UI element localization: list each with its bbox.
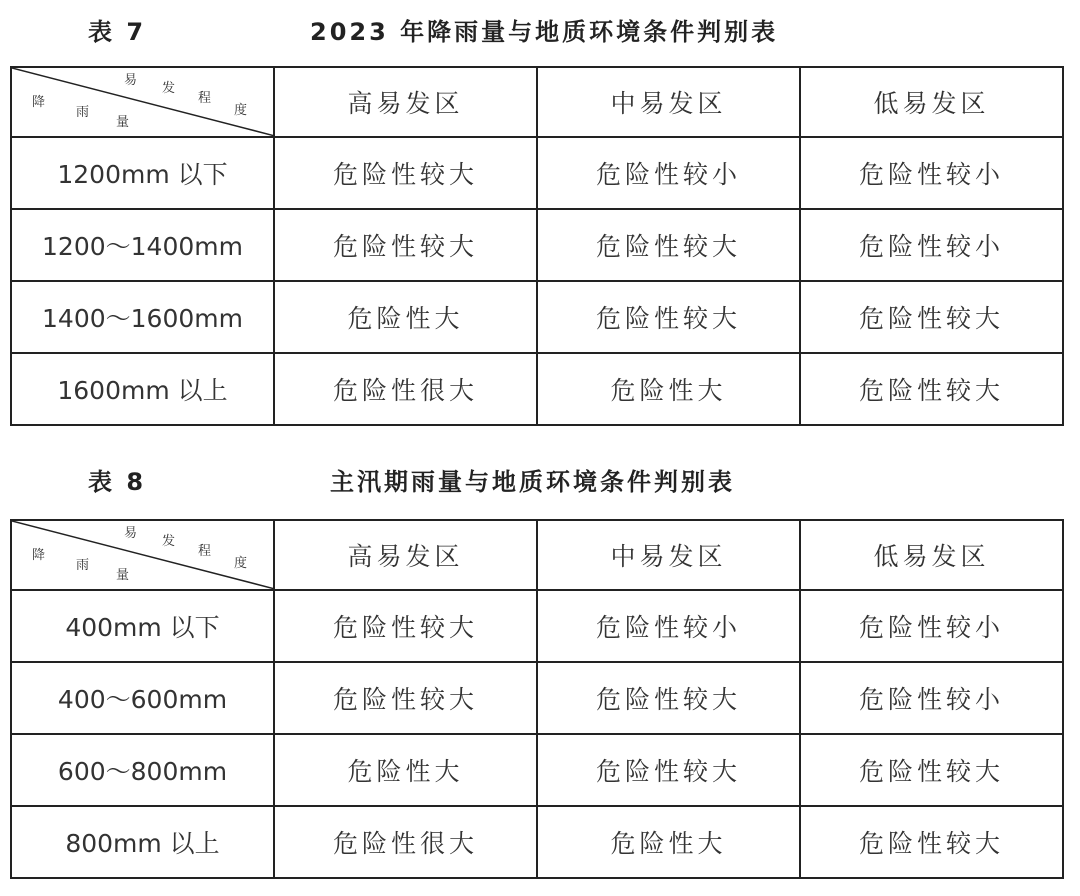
table-row <box>11 662 1063 734</box>
table-title: 主汛期雨量与地质环境条件判别表 <box>330 468 735 496</box>
table-cell: 危险性较大 <box>800 734 1063 806</box>
table-row <box>11 209 1063 281</box>
table-cell: 危险性较大 <box>537 281 800 353</box>
corner-col-char: 程 <box>198 91 212 106</box>
corner-row-char: 降 <box>32 95 46 110</box>
table-cell: 危险性较大 <box>537 662 800 734</box>
row-label: 1400～1600mm <box>11 281 274 353</box>
table-cell: 危险性较大 <box>800 806 1063 878</box>
table-7-caption <box>0 12 1080 52</box>
row-label: 1600mm 以上 <box>11 353 274 425</box>
table-cell: 危险性较小 <box>537 590 800 662</box>
table-cell: 危险性较大 <box>274 137 537 209</box>
corner-col-char: 易 <box>124 73 138 88</box>
column-header: 中易发区 <box>537 520 800 590</box>
corner-row-char: 量 <box>116 115 130 130</box>
table-cell: 危险性较小 <box>800 209 1063 281</box>
table-cell: 危险性较大 <box>800 281 1063 353</box>
table-cell: 危险性较大 <box>537 209 800 281</box>
corner-col-char: 度 <box>234 103 248 118</box>
table-cell: 危险性大 <box>537 353 800 425</box>
column-header: 高易发区 <box>274 520 537 590</box>
column-header: 低易发区 <box>800 67 1063 137</box>
row-label: 1200mm 以下 <box>11 137 274 209</box>
corner-col-char: 发 <box>162 534 176 549</box>
row-label: 1200～1400mm <box>11 209 274 281</box>
table-row <box>11 590 1063 662</box>
corner-col-char: 发 <box>162 81 176 96</box>
diagonal-line <box>12 521 274 589</box>
table-cell: 危险性很大 <box>274 353 537 425</box>
table-7 <box>10 66 1064 426</box>
row-label: 800mm 以上 <box>11 806 274 878</box>
corner-col-char: 程 <box>198 544 212 559</box>
table-number: 表 7 <box>88 18 147 46</box>
table-cell: 危险性较大 <box>274 662 537 734</box>
corner-row-char: 雨 <box>76 105 90 120</box>
column-header: 低易发区 <box>800 520 1063 590</box>
table-8-caption <box>0 462 1080 502</box>
header-row <box>11 67 1063 137</box>
table-8 <box>10 519 1064 879</box>
corner-col-char: 易 <box>124 526 138 541</box>
table-cell: 危险性较小 <box>800 137 1063 209</box>
table-cell: 危险性大 <box>274 734 537 806</box>
column-header: 中易发区 <box>537 67 800 137</box>
table-cell: 危险性较小 <box>537 137 800 209</box>
table-title: 2023 年降雨量与地质环境条件判别表 <box>310 18 779 46</box>
corner-col-char: 度 <box>234 556 248 571</box>
table-cell: 危险性较大 <box>800 353 1063 425</box>
diagonal-header-cell <box>11 67 274 137</box>
header-row <box>11 520 1063 590</box>
table-row <box>11 734 1063 806</box>
table-cell: 危险性很大 <box>274 806 537 878</box>
corner-row-char: 降 <box>32 548 46 563</box>
table-row <box>11 281 1063 353</box>
table-cell: 危险性较小 <box>800 662 1063 734</box>
table-number: 表 8 <box>88 468 147 496</box>
table-cell: 危险性大 <box>537 806 800 878</box>
diagonal-header-cell <box>11 520 274 590</box>
table-cell: 危险性较大 <box>274 590 537 662</box>
table-row <box>11 353 1063 425</box>
table-cell: 危险性较大 <box>274 209 537 281</box>
row-label: 400～600mm <box>11 662 274 734</box>
table-row <box>11 806 1063 878</box>
table-cell: 危险性较大 <box>537 734 800 806</box>
diagonal-line <box>12 68 274 136</box>
corner-row-char: 量 <box>116 568 130 583</box>
table-cell: 危险性大 <box>274 281 537 353</box>
table-cell: 危险性较小 <box>800 590 1063 662</box>
column-header: 高易发区 <box>274 67 537 137</box>
row-label: 600～800mm <box>11 734 274 806</box>
table-row <box>11 137 1063 209</box>
row-label: 400mm 以下 <box>11 590 274 662</box>
corner-row-char: 雨 <box>76 558 90 573</box>
